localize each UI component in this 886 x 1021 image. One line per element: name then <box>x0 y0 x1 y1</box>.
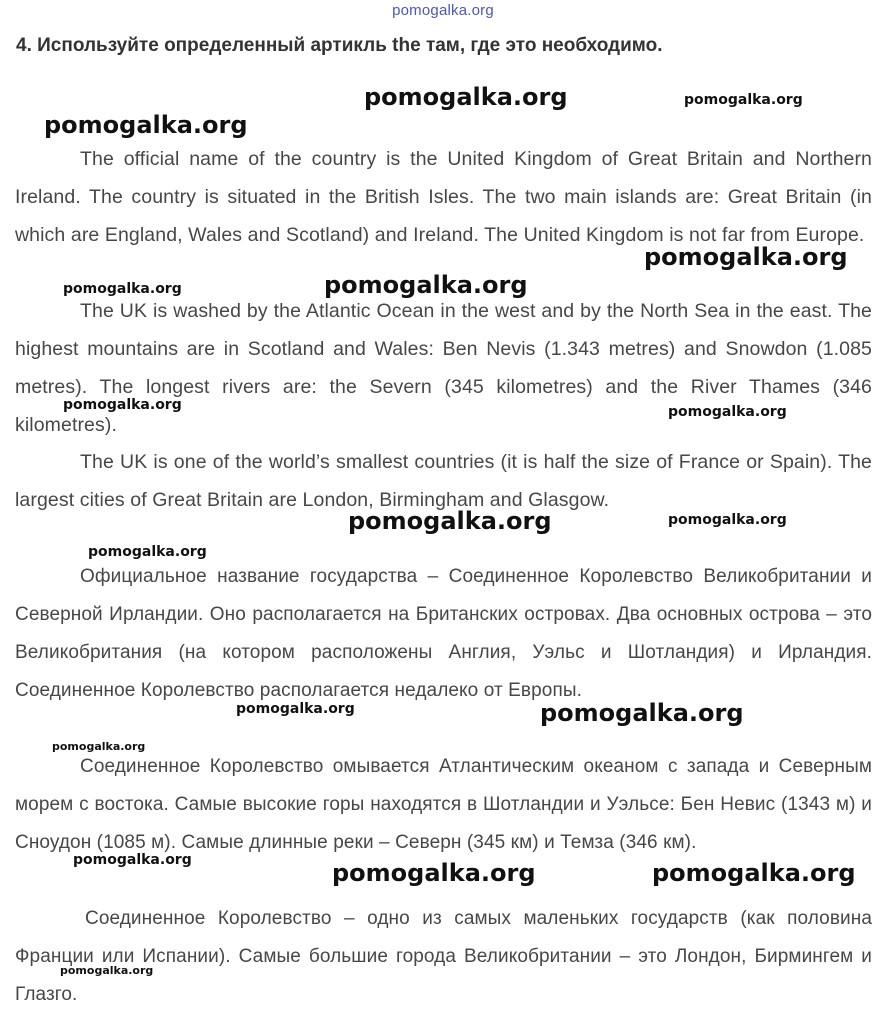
watermark: pomogalka.org <box>63 281 182 297</box>
english-paragraph-2: The UK is washed by the Atlantic Ocean in the west and by the North Sea in the east. The highest mountains are in Scotland and Wales: Ben Nevis (1.343 metres) and Snowdon (1.085 metres). The longest rivers are: the Severn (345 kilometres) and the River Thames (346 kilometres). <box>15 300 872 436</box>
watermark: pomogalka.org <box>324 271 528 299</box>
watermark: pomogalka.org <box>63 397 182 413</box>
watermark: pomogalka.org <box>52 740 146 753</box>
watermark: pomogalka.org <box>644 243 848 271</box>
russian-paragraph-3: Соединенное Королевство – одно из самых маленьких государств (как половина Франции или Испании). Самые большие города Великобритании – это Лондон, Бирмингем и Глазго. <box>15 908 872 1005</box>
watermark: pomogalka.org <box>88 544 207 560</box>
watermark: pomogalka.org <box>364 83 568 111</box>
watermark: pomogalka.org <box>668 404 787 420</box>
watermark: pomogalka.org <box>668 512 787 528</box>
russian-paragraph-2: Соединенное Королевство омывается Атлантическим океаном с запада и Северным морем с востока. Самые высокие горы находятся в Шотландии и Уэльсе: Бен Невис (1343 м) и Сноудон (1085 м). Самые длинные реки – Северн (345 км) и Темза (346 км). <box>15 756 872 853</box>
watermark: pomogalka.org <box>44 111 248 139</box>
watermark: pomogalka.org <box>332 859 536 887</box>
task-title: 4. Используйте определенный артикль the там, где это необходимо. <box>16 35 663 56</box>
watermark: pomogalka.org <box>652 859 856 887</box>
watermark: pomogalka.org <box>60 964 154 977</box>
watermark: pomogalka.org <box>236 701 355 717</box>
watermark: pomogalka.org <box>73 852 192 868</box>
english-paragraph-3: The UK is one of the world’s smallest countries (it is half the size of France or Spain). The largest cities of Great Britain are London, Birmingham and Glasgow. <box>15 451 872 511</box>
watermark: pomogalka.org <box>684 92 803 108</box>
site-header[interactable]: pomogalka.org <box>392 2 494 19</box>
watermark: pomogalka.org <box>348 507 552 535</box>
watermark: pomogalka.org <box>540 699 744 727</box>
russian-paragraph-1: Официальное название государства – Соединенное Королевство Великобритании и Северной Ирландии. Оно располагается на Британских островах. Два основных острова – это Великобритания (на котором расположены Англия, Уэльс и Шотландия) и Ирландия. Соединенное Королевство располагается недалеко от Европы. <box>15 566 872 701</box>
english-paragraph-1: The official name of the country is the United Kingdom of Great Britain and Northern Ireland. The country is situated in the British Isles. The two main islands are: Great Britain (in which are England, Wales and Scotland) and Ireland. The United Kingdom is not far from Europe. <box>15 148 872 246</box>
